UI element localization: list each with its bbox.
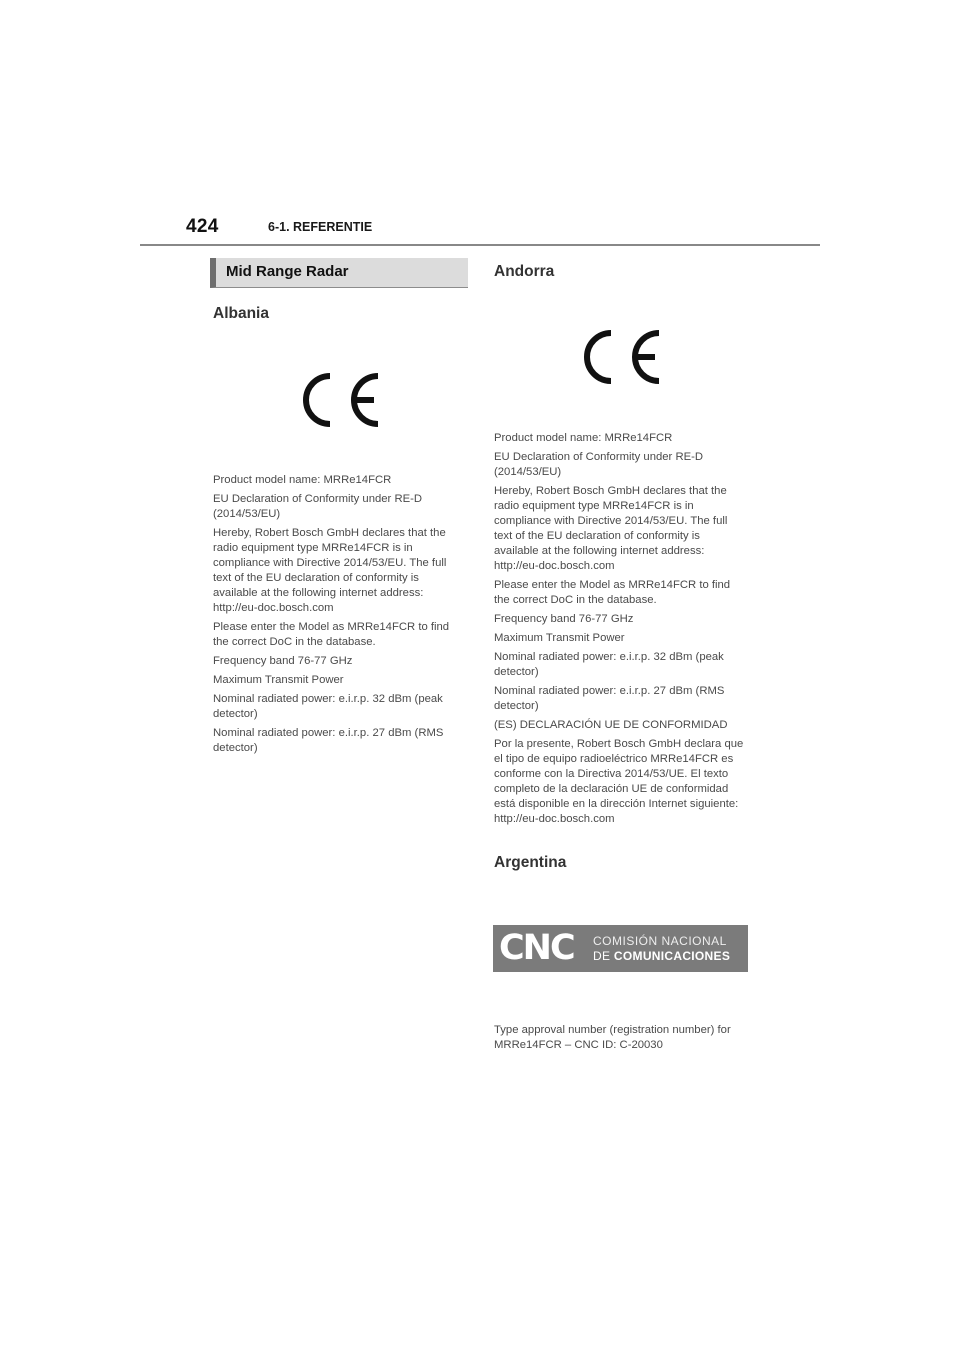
paragraph: EU Declaration of Conformity under RE-D (2014/53/EU) [213, 493, 423, 520]
section-title: Mid Range Radar [226, 263, 349, 280]
ce-mark-icon [575, 327, 665, 387]
paragraph: Maximum Transmit Power [213, 674, 344, 686]
paragraph: Frequency band 76-77 GHz [494, 613, 634, 625]
paragraph: Type approval number (registration number) for MRRe14FCR – CNC ID: C-20030 [494, 1024, 731, 1051]
country-heading-andorra: Andorra [494, 263, 555, 280]
paragraph: Nominal radiated power: e.i.r.p. 32 dBm (peak detector) [494, 651, 724, 678]
paragraph: (ES) DECLARACIÓN UE DE CONFORMIDAD [494, 719, 728, 731]
cnc-logo [493, 925, 748, 972]
paragraph: Maximum Transmit Power [494, 632, 625, 644]
country-heading-albania: Albania [213, 305, 269, 322]
section-title-bar [210, 258, 468, 288]
paragraph: Nominal radiated power: e.i.r.p. 27 dBm (RMS detector) [213, 727, 444, 754]
paragraph: Please enter the Model as MRRe14FCR to find the correct DoC in the database. [213, 621, 450, 648]
paragraph: Frequency band 76-77 GHz [213, 655, 353, 667]
cnc-logo-line2 [593, 949, 730, 963]
header-divider [140, 244, 820, 246]
page-header [140, 212, 820, 246]
cnc-logo-mark: CNC [499, 928, 574, 968]
cnc-line2-bold: COMUNICACIONES [613, 949, 731, 963]
cnc-line2-prefix: DE [593, 949, 611, 963]
paragraph: Nominal radiated power: e.i.r.p. 27 dBm (RMS detector) [494, 685, 725, 712]
ce-mark-icon [294, 370, 384, 430]
paragraph: Por la presente, Robert Bosch GmbH declara que el tipo de equipo radioeléctrico MRRe14FCR es conforme con la Directiva 2014/53/UE. El texto completo de la declaración UE de conformidad está disponible en la dirección Internet siguiente: http://eu-doc.bosch.com [494, 738, 744, 825]
country-heading-argentina: Argentina [494, 854, 567, 871]
paragraph: Product model name: MRRe14FCR [494, 432, 673, 444]
paragraph: EU Declaration of Conformity under RE-D (2014/53/EU) [494, 451, 704, 478]
paragraph: Product model name: MRRe14FCR [213, 474, 392, 486]
paragraph: Hereby, Robert Bosch GmbH declares that the radio equipment type MRRe14FCR is in compliance with Directive 2014/53/EU. The full text of the EU declaration of conformity is available at the following internet address: http://eu-doc.bosch.com [494, 485, 728, 572]
page-number: 424 [186, 216, 219, 237]
paragraph: Nominal radiated power: e.i.r.p. 32 dBm (peak detector) [213, 693, 443, 720]
section-reference: 6-1. REFERENTIE [268, 220, 373, 234]
cnc-logo-line1: COMISIÓN NACIONAL [593, 934, 727, 948]
paragraph: Please enter the Model as MRRe14FCR to find the correct DoC in the database. [494, 579, 731, 606]
andorra-declaration-text [494, 431, 744, 831]
argentina-approval-text [494, 1023, 744, 1057]
paragraph: Hereby, Robert Bosch GmbH declares that the radio equipment type MRRe14FCR is in compliance with Directive 2014/53/EU. The full text of the EU declaration of conformity is available at the following internet address: http://eu-doc.bosch.com [213, 527, 447, 614]
albania-declaration-text [213, 473, 463, 760]
